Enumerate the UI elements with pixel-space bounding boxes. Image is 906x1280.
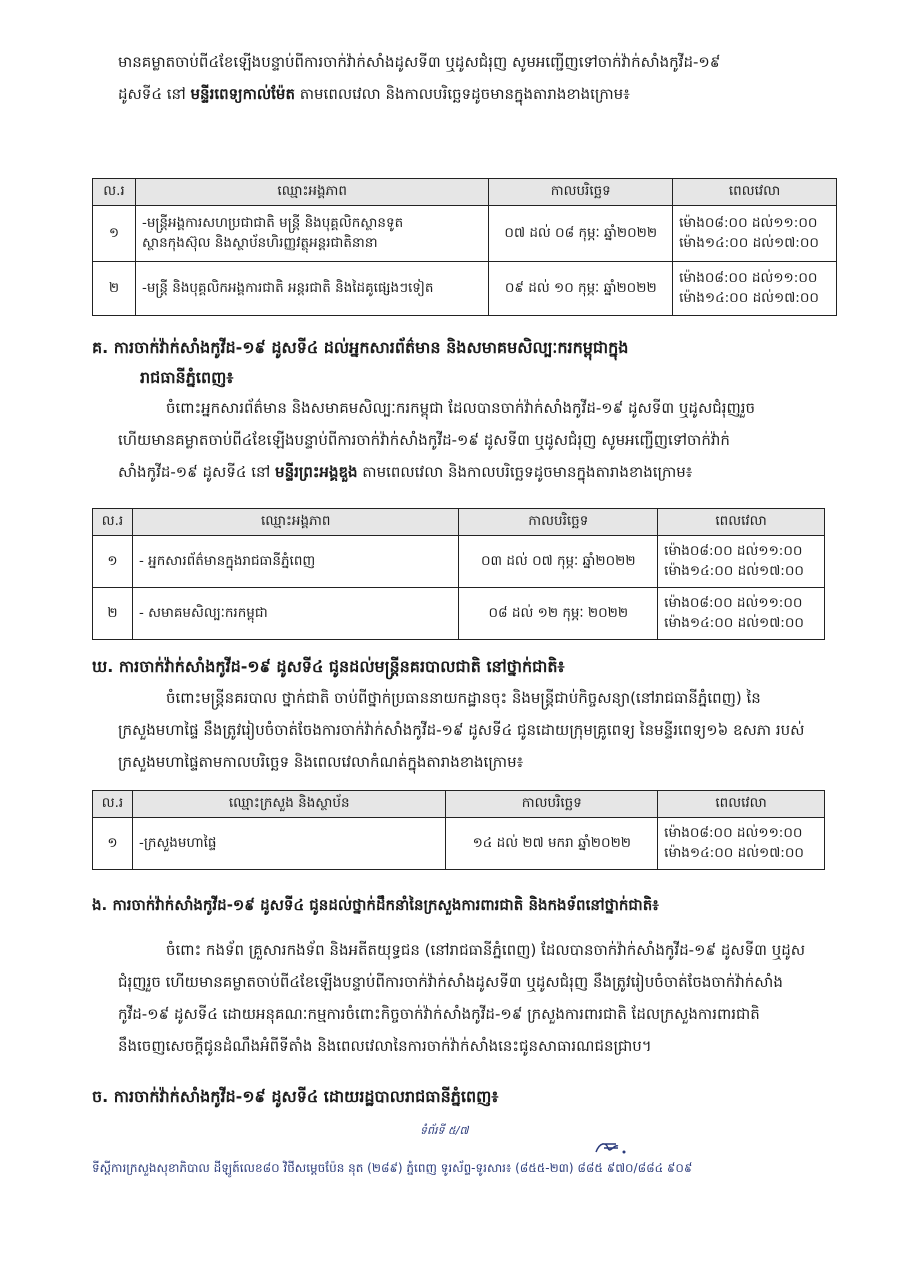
row-name: [135, 206, 488, 262]
section-ch-heading: ច. ការចាក់វ៉ាក់សាំងកូវីដ-១៩ ដូសទី៤ ដោយរដ្ឋបាលរាជធានីភ្នំពេញ៖: [92, 1087, 499, 1106]
section-ng-line1: ចំពោះ កងទ័ព គ្រួសារកងទ័ព និងអតីតយុទ្ធជន (នៅរាជធានីភ្នំពេញ) ដែលបានចាក់វ៉ាក់សាំងកូវីដ-១៩ ដូសទី៣ ឬដូស: [166, 941, 806, 959]
row-time1: ម៉ោង០៨:០០ ដល់១១:០០: [664, 542, 803, 559]
section-kh-heading: ឃ. ការចាក់វ៉ាក់សាំងកូវីដ-១៩ ដូសទី៤ ជូនដល់មន្ត្រីនគរបាលជាតិ នៅថ្នាក់ជាតិ៖: [92, 657, 565, 676]
table-row: [93, 262, 837, 316]
section-k-line2: ហើយមានគម្លាតចាប់ពី៤ខែឡើងបន្ទាប់ពីការចាក់វ៉ាក់សាំងកូវីដ-១៩ ដូសទី៣ ឬដូសជំរុញ សូមអញ្ជើញទៅចាក់វ៉ាក់: [118, 431, 730, 449]
header-name: ឈ្មោះអង្គភាព: [132, 509, 458, 536]
section-k-line1: ចំពោះអ្នកសារព័ត៌មាន និងសមាគមសិល្បៈករកម្ពុជា ដែលបានចាក់វ៉ាក់សាំងកូវីដ-១៩ ដូសទី៣ ឬដូសជំរុញរួច: [166, 399, 756, 417]
table-1: [92, 178, 837, 316]
section-kh-line3: ក្រសួងមហាផ្ទៃតាមកាលបរិច្ឆេទ និងពេលវេលាកំណត់ក្នុងតារាងខាងក្រោម៖: [118, 753, 524, 771]
row-name-line2: ស្ថានកុងស៊ុល និងស្ថាប័នហិរញ្ញវត្ថុអន្តរជាតិនានា: [141, 234, 378, 251]
section-ng-heading: ង. ការចាក់វ៉ាក់សាំងកូវីដ-១៩ ដូសទី៤ ជូនដល់ថ្នាក់ដឹកនាំនៃក្រសួងការពារជាតិ និងកងទ័ពនៅថ្នាក់ជាតិ៖: [92, 896, 659, 914]
row-time: [658, 588, 825, 640]
table-row: [93, 818, 825, 870]
header-name: ឈ្មោះក្រសួង និងស្ថាប័ន: [132, 791, 445, 818]
table-header-row: [93, 179, 837, 206]
section-k-heading-line1: គ. ការចាក់វ៉ាក់សាំងកូវីដ-១៩ ដូសទី៤ ដល់អ្នកសារព័ត៌មាន និងសមាគមសិល្បៈករកម្ពុជាក្នុង: [92, 338, 629, 357]
row-time: [673, 206, 837, 262]
section-k-paragraph: [118, 392, 844, 488]
row-date: ០៩ ដល់ ១០ កុម្ភៈ ឆ្នាំ២០២២: [489, 262, 673, 316]
row-no: ១: [93, 818, 133, 870]
intro-hospital-name: មន្ទីរពេទ្យកាល់ម៉ែត: [190, 85, 295, 103]
header-date: កាលបរិច្ឆេទ: [446, 791, 658, 818]
header-no: ល.រ: [93, 509, 133, 536]
row-time1: ម៉ោង០៨:០០ ដល់១១:០០: [679, 269, 818, 286]
table-2: [92, 508, 825, 640]
header-no: ល.រ: [93, 179, 136, 206]
table-3: [92, 790, 825, 870]
header-date: កាលបរិច្ឆេទ: [459, 509, 658, 536]
row-date: ០៨ ដល់ ១២ កុម្ភៈ ២០២២: [459, 588, 658, 640]
header-time: ពេលវេលា: [673, 179, 837, 206]
header-name: ឈ្មោះអង្គភាព: [135, 179, 488, 206]
intro-line2-a: ដូសទី៤ នៅ: [118, 85, 191, 103]
row-no: ២: [93, 262, 136, 316]
row-no: ២: [93, 588, 133, 640]
section-k-line3-a: សាំងកូវីដ-១៩ ដូសទី៤ នៅ: [118, 463, 276, 481]
row-no: ១: [93, 536, 133, 588]
section-kh-line2: ក្រសួងមហាផ្ទៃ នឹងត្រូវរៀបចំចាត់ចែងការចាក់វ៉ាក់សាំងកូវីដ-១៩ ដូសទី៤ ជូនដោយក្រុមគ្រូពេទ្យ នៃមន្ទីរពេទ្យ១៦ ឧសភា របស់: [118, 721, 805, 739]
section-kh-line1: ចំពោះមន្ត្រីនគរបាល ថ្នាក់ជាតិ ចាប់ពីថ្នាក់ប្រធាននាយកដ្ឋានចុះ និងមន្ត្រីជាប់កិច្ចសន្យា(នៅរាជធានីភ្នំពេញ) នៃ: [166, 689, 761, 707]
section-k-hospital-name: មន្ទីរព្រះអង្គឌួង: [275, 463, 358, 481]
section-ng-line2: ជំរុញរួច ហើយមានគម្លាតចាប់ពី៤ខែឡើងបន្ទាប់ពីការចាក់វ៉ាក់សាំងដូសទី៣ ឬដូសជំរុញ នឹងត្រូវរៀបចំចាត់ចែងចាក់វ៉ាក់សាំង: [118, 973, 783, 991]
row-time2: ម៉ោង១៤:០០ ដល់១៧:០០: [679, 289, 819, 306]
row-time2: ម៉ោង១៤:០០ ដល់១៧:០០: [664, 614, 804, 631]
row-date: ០៧ ដល់ ០៨ កុម្ភៈ ឆ្នាំ២០២២: [489, 206, 673, 262]
row-time: [658, 818, 825, 870]
row-name: -ក្រសួងមហាផ្ទៃ: [132, 818, 445, 870]
header-time: ពេលវេលា: [658, 509, 825, 536]
table-header-row: [93, 509, 825, 536]
section-ng-line3: កូវីដ-១៩ ដូសទី៤ ដោយអនុគណៈកម្មការចំពោះកិច្ចចាក់វ៉ាក់សាំងកូវីដ-១៩ ក្រសួងការពារជាតិ ដែលក្រសួងការពារជាតិ: [118, 1005, 760, 1023]
row-name-line1: -មន្ត្រីអង្គការសហប្រជាជាតិ មន្ត្រី និងបុគ្គលិកស្ថានទូត: [141, 214, 404, 231]
header-no: ល.រ: [93, 791, 133, 818]
row-date: ០៣ ដល់ ០៧ កុម្ភៈ ឆ្នាំ២០២២: [459, 536, 658, 588]
row-time1: ម៉ោង០៨:០០ ដល់១១:០០: [679, 214, 818, 231]
table-row: [93, 588, 825, 640]
section-kh-paragraph: [118, 682, 844, 778]
section-k-line3-b: តាមពេលវេលា និងកាលបរិច្ឆេទដូចមានក្នុងតារាងខាងក្រោម៖: [357, 463, 693, 481]
footer-address: ទីស្តីការក្រសួងសុខាភិបាល ដីឡូត៍លេខ៨០ វិថីសម្តេចប៉ែន នុត (២៨៩) ភ្នំពេញ ទូរស័ព្ទ-ទូរសារ៖ (៨៥៥-២៣) ៨៨៥ ៩៧០/៨៨៤ ៩០៩: [92, 1161, 693, 1175]
row-date: ១៤ ដល់ ២៧ មករា ឆ្នាំ២០២២: [446, 818, 658, 870]
row-no: ១: [93, 206, 136, 262]
initials-signature: [592, 1138, 632, 1158]
row-time1: ម៉ោង០៨:០០ ដល់១១:០០: [664, 594, 803, 611]
row-time2: ម៉ោង១៤:០០ ដល់១៧:០០: [679, 234, 819, 251]
row-time2: ម៉ោង១៤:០០ ដល់១៧:០០: [664, 562, 804, 579]
intro-paragraph: [118, 46, 844, 110]
table-header-row: [93, 791, 825, 818]
row-time2: ម៉ោង១៤:០០ ដល់១៧:០០: [664, 844, 804, 861]
row-time: [658, 536, 825, 588]
header-date: កាលបរិច្ឆេទ: [489, 179, 673, 206]
table-row: [93, 206, 837, 262]
intro-line2-b: តាមពេលវេលា និងកាលបរិច្ឆេទដូចមានក្នុងតារាងខាងក្រោម៖: [294, 85, 630, 103]
section-ng-paragraph: [118, 934, 844, 1062]
row-name: - អ្នកសារព័ត៌មានក្នុងរាជធានីភ្នំពេញ: [132, 536, 458, 588]
section-ng-line4: នឹងចេញសេចក្តីជូនដំណឹងអំពីទីតាំង និងពេលវេលានៃការចាក់វ៉ាក់សាំងនេះជូនសាធារណជនជ្រាប។: [118, 1037, 652, 1055]
section-k-heading: [92, 333, 856, 393]
section-k-heading-line2: រាជធានីភ្នំពេញ៖: [140, 368, 234, 387]
header-time: ពេលវេលា: [658, 791, 825, 818]
row-name: - សមាគមសិល្បៈករកម្ពុជា: [132, 588, 458, 640]
intro-line1: មានគម្លាតចាប់ពី៤ខែឡើងបន្ទាប់ពីការចាក់វ៉ាក់សាំងដូសទី៣ ឬដូសជំរុញ សូមអញ្ជើញទៅចាក់វ៉ាក់សាំងកូវីដ-១៩: [118, 53, 721, 71]
page-number: ទំព័រទី ៥/៧: [420, 1124, 469, 1137]
table-row: [93, 536, 825, 588]
row-time: [673, 262, 837, 316]
row-name: -មន្ត្រី និងបុគ្គលិកអង្គការជាតិ អន្តរជាតិ និងដៃគូផ្សេងៗទៀត: [135, 262, 488, 316]
row-time1: ម៉ោង០៨:០០ ដល់១១:០០: [664, 824, 803, 841]
